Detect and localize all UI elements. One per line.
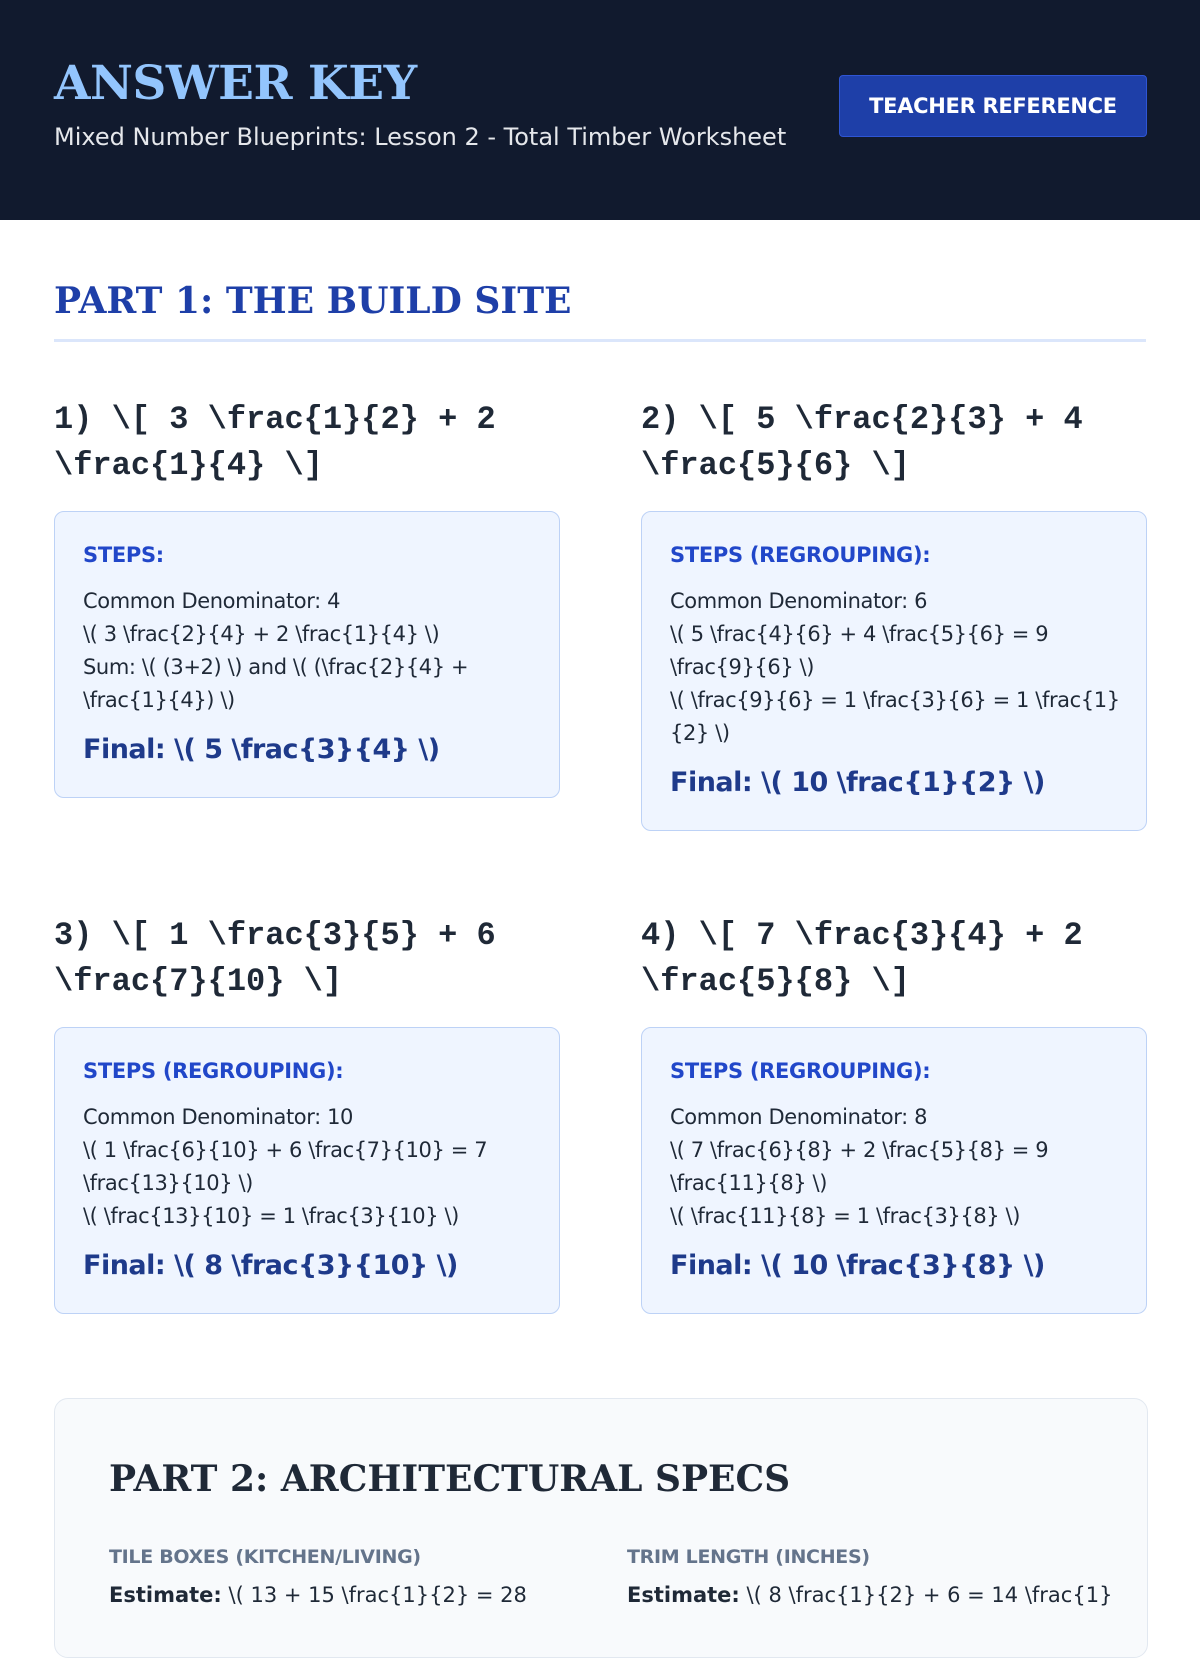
final-answer: Final: \( 10 \frac{3}{8} \) xyxy=(670,1250,1045,1281)
part1-title: PART 1: THE BUILD SITE xyxy=(54,220,1146,342)
estimate-label: Estimate: xyxy=(109,1583,222,1607)
step-line: \( \frac{9}{6} = 1 \frac{3}{6} = 1 \frac{1}{2} \) xyxy=(670,688,1120,745)
step-line: Sum: \( (3+2) \) and \( (\frac{2}{4} + \frac{1}{4}) \) xyxy=(83,655,469,712)
step-line: \( 7 \frac{6}{8} + 2 \frac{5}{8} = 9 \frac{11}{8} \) xyxy=(670,1138,1049,1195)
final-answer: Final: \( 5 \frac{3}{4} \) xyxy=(83,734,440,765)
trim-length-spec xyxy=(627,1545,1112,1609)
step-line: \( \frac{13}{10} = 1 \frac{3}{10} \) xyxy=(83,1204,459,1228)
estimate-value: \( 13 + 15 \frac{1}{2} = 28 xyxy=(228,1583,527,1607)
steps-box xyxy=(641,511,1147,831)
problem-heading: 1) \[ 3 \frac{1}{2} + 2 \frac{1}{4} \] xyxy=(54,401,496,484)
steps-box xyxy=(641,1027,1147,1314)
spec-label: TRIM LENGTH (INCHES) xyxy=(627,1546,870,1568)
step-line: \( 5 \frac{4}{6} + 4 \frac{5}{6} = 9 \frac{9}{6} \) xyxy=(670,622,1049,679)
step-line: \( 3 \frac{2}{4} + 2 \frac{1}{4} \) xyxy=(83,622,440,646)
steps-box xyxy=(54,511,560,798)
steps-label: STEPS (REGROUPING): xyxy=(670,1059,931,1083)
problem-card xyxy=(54,913,560,1314)
problem-heading: 2) \[ 5 \frac{2}{3} + 4 \frac{5}{6} \] xyxy=(641,401,1083,484)
spec-label: TILE BOXES (KITCHEN/LIVING) xyxy=(109,1546,421,1568)
steps-label: STEPS (REGROUPING): xyxy=(670,543,931,567)
step-line: Common Denominator: 4 xyxy=(83,589,341,613)
tile-boxes-spec xyxy=(109,1545,527,1609)
problem-heading: 3) \[ 1 \frac{3}{5} + 6 \frac{7}{10} \] xyxy=(54,917,496,1000)
page-subtitle: Mixed Number Blueprints: Lesson 2 - Total Timber Worksheet xyxy=(54,123,787,151)
step-line: Common Denominator: 8 xyxy=(670,1105,928,1129)
problem-card xyxy=(641,397,1147,831)
part1-section xyxy=(0,220,1200,342)
step-line: \( \frac{11}{8} = 1 \frac{3}{8} \) xyxy=(670,1204,1020,1228)
steps-label: STEPS (REGROUPING): xyxy=(83,1059,344,1083)
part2-title: PART 2: ARCHITECTURAL SPECS xyxy=(109,1458,791,1500)
estimate-label: Estimate: xyxy=(627,1583,740,1607)
problem-heading: 4) \[ 7 \frac{3}{4} + 2 \frac{5}{8} \] xyxy=(641,917,1083,1000)
estimate-line xyxy=(627,1581,1112,1609)
steps-box xyxy=(54,1027,560,1314)
part2-section xyxy=(54,1398,1148,1658)
problem-card xyxy=(54,397,560,798)
final-answer: Final: \( 8 \frac{3}{10} \) xyxy=(83,1250,458,1281)
step-line: Common Denominator: 6 xyxy=(670,589,928,613)
teacher-reference-button[interactable]: TEACHER REFERENCE xyxy=(839,75,1147,137)
page-title: ANSWER KEY xyxy=(54,56,417,111)
problem-card xyxy=(641,913,1147,1314)
estimate-line xyxy=(109,1581,527,1609)
step-line: \( 1 \frac{6}{10} + 6 \frac{7}{10} = 7 \frac{13}{10} \) xyxy=(83,1138,488,1195)
page-header xyxy=(0,0,1200,220)
final-answer: Final: \( 10 \frac{1}{2} \) xyxy=(670,767,1045,798)
steps-label: STEPS: xyxy=(83,543,164,567)
estimate-value: \( 8 \frac{1}{2} + 6 = 14 \frac{1} xyxy=(746,1583,1113,1607)
step-line: Common Denominator: 10 xyxy=(83,1105,353,1129)
